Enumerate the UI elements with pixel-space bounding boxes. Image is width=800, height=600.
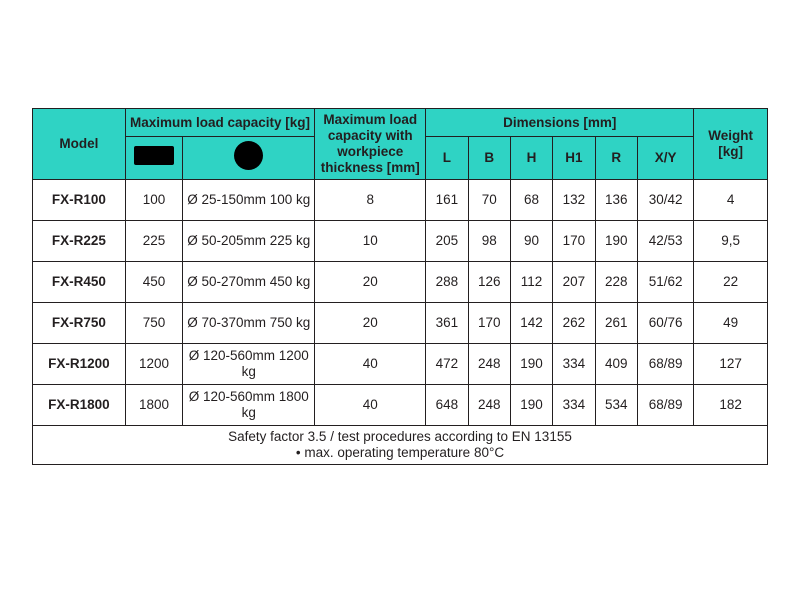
cell-dim-H1: 262 (553, 302, 595, 343)
cell-capacity-circle: Ø 50-270mm 450 kg (183, 261, 315, 302)
cell-weight: 127 (694, 343, 768, 384)
header-dim-H: H (510, 137, 552, 180)
cell-dim-H: 90 (510, 220, 552, 261)
cell-dim-H: 190 (510, 384, 552, 425)
cell-capacity-circle: Ø 120-560mm 1200 kg (183, 343, 315, 384)
cell-capacity-rect: 1800 (125, 384, 182, 425)
cell-dim-XY: 68/89 (637, 384, 693, 425)
cell-dim-R: 534 (595, 384, 637, 425)
table-row (33, 220, 768, 261)
cell-dim-H: 142 (510, 302, 552, 343)
cell-model: FX-R100 (33, 179, 126, 220)
header-dim-H1: H1 (553, 137, 595, 180)
spec-table-container (32, 108, 768, 465)
header-dim-B: B (468, 137, 510, 180)
cell-dim-H1: 334 (553, 343, 595, 384)
cell-dim-R: 409 (595, 343, 637, 384)
cell-thickness: 40 (315, 384, 426, 425)
cell-dim-XY: 68/89 (637, 343, 693, 384)
cell-capacity-circle: Ø 50-205mm 225 kg (183, 220, 315, 261)
cell-dim-B: 126 (468, 261, 510, 302)
table-body (33, 179, 768, 464)
header-weight: Weight [kg] (694, 109, 768, 180)
cell-model: FX-R450 (33, 261, 126, 302)
cell-dim-B: 248 (468, 384, 510, 425)
black-circle-icon (234, 141, 263, 170)
header-dimensions: Dimensions [mm] (426, 109, 694, 137)
table-row (33, 261, 768, 302)
cell-weight: 4 (694, 179, 768, 220)
cell-dim-R: 136 (595, 179, 637, 220)
table-footer-row (33, 425, 768, 464)
cell-dim-L: 288 (426, 261, 468, 302)
header-max-load-capacity: Maximum load capacity [kg] (125, 109, 315, 137)
header-dim-R: R (595, 137, 637, 180)
header-dim-XY: X/Y (637, 137, 693, 180)
table-row (33, 302, 768, 343)
cell-model: FX-R1200 (33, 343, 126, 384)
cell-dim-H1: 334 (553, 384, 595, 425)
header-icon-rect-cell (125, 137, 182, 180)
cell-dim-H1: 207 (553, 261, 595, 302)
header-max-load-workpiece-thickness: Maximum load capacity with workpiece thickness [mm] (315, 109, 426, 180)
table-row (33, 343, 768, 384)
cell-dim-L: 205 (426, 220, 468, 261)
cell-dim-L: 361 (426, 302, 468, 343)
header-row-top (33, 109, 768, 137)
cell-dim-XY: 60/76 (637, 302, 693, 343)
cell-dim-B: 248 (468, 343, 510, 384)
cell-dim-L: 648 (426, 384, 468, 425)
header-icon-circle-cell (183, 137, 315, 180)
black-rectangle-icon (134, 146, 174, 165)
cell-dim-XY: 30/42 (637, 179, 693, 220)
cell-weight: 182 (694, 384, 768, 425)
footer-note-line-2: • max. operating temperature 80°C (295, 444, 505, 460)
cell-weight: 9,5 (694, 220, 768, 261)
cell-thickness: 10 (315, 220, 426, 261)
cell-thickness: 40 (315, 343, 426, 384)
cell-capacity-circle: Ø 70-370mm 750 kg (183, 302, 315, 343)
cell-weight: 49 (694, 302, 768, 343)
cell-dim-L: 161 (426, 179, 468, 220)
cell-dim-L: 472 (426, 343, 468, 384)
cell-dim-B: 170 (468, 302, 510, 343)
cell-thickness: 20 (315, 302, 426, 343)
cell-dim-H1: 132 (553, 179, 595, 220)
footer-note-line-1: Safety factor 3.5 / test procedures according to EN 13155 (228, 428, 572, 444)
cell-capacity-rect: 450 (125, 261, 182, 302)
cell-dim-H: 68 (510, 179, 552, 220)
cell-model: FX-R225 (33, 220, 126, 261)
header-dim-L: L (426, 137, 468, 180)
cell-dim-B: 70 (468, 179, 510, 220)
cell-capacity-rect: 100 (125, 179, 182, 220)
cell-capacity-circle: Ø 25-150mm 100 kg (183, 179, 315, 220)
cell-dim-R: 190 (595, 220, 637, 261)
cell-dim-H1: 170 (553, 220, 595, 261)
table-header (33, 109, 768, 180)
cell-capacity-rect: 750 (125, 302, 182, 343)
cell-dim-H: 190 (510, 343, 552, 384)
cell-capacity-circle: Ø 120-560mm 1800 kg (183, 384, 315, 425)
cell-capacity-rect: 225 (125, 220, 182, 261)
footer-note (33, 425, 768, 464)
cell-capacity-rect: 1200 (125, 343, 182, 384)
cell-model: FX-R1800 (33, 384, 126, 425)
cell-thickness: 20 (315, 261, 426, 302)
header-model: Model (33, 109, 126, 180)
specification-table (32, 108, 768, 465)
cell-dim-XY: 51/62 (637, 261, 693, 302)
cell-dim-XY: 42/53 (637, 220, 693, 261)
cell-dim-B: 98 (468, 220, 510, 261)
cell-dim-R: 228 (595, 261, 637, 302)
cell-dim-R: 261 (595, 302, 637, 343)
table-row (33, 384, 768, 425)
cell-weight: 22 (694, 261, 768, 302)
table-row (33, 179, 768, 220)
cell-dim-H: 112 (510, 261, 552, 302)
cell-thickness: 8 (315, 179, 426, 220)
cell-model: FX-R750 (33, 302, 126, 343)
